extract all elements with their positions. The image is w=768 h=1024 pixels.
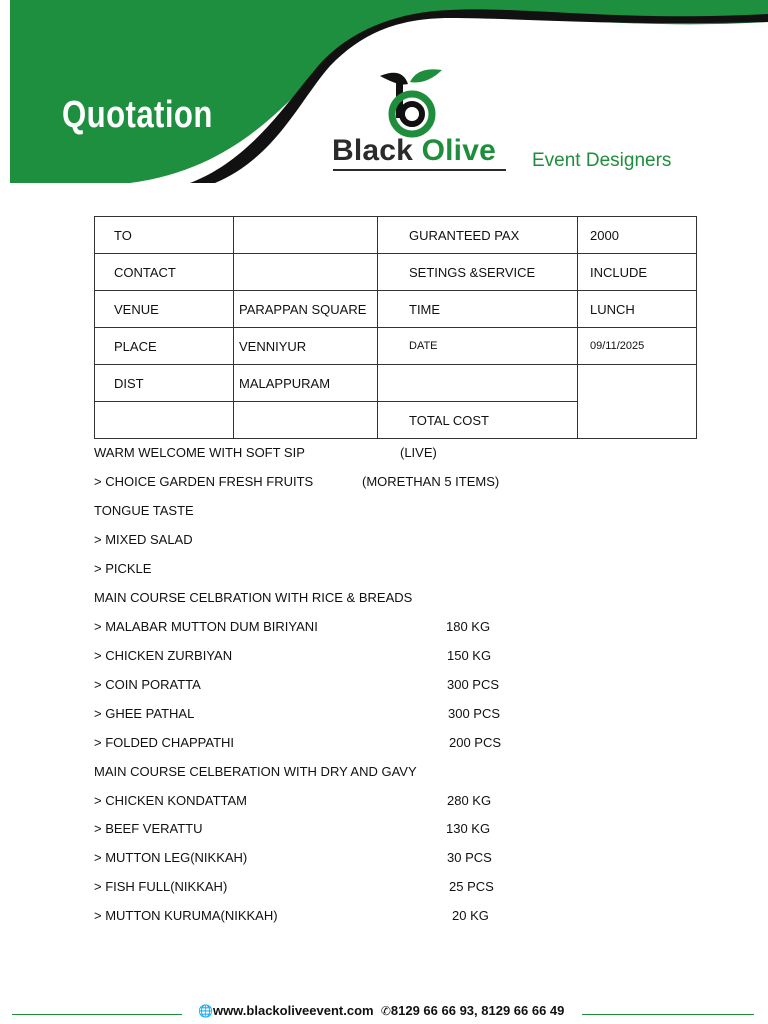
table-row [95,365,697,402]
item-qty: 25 PCS [449,879,494,894]
list-item: > GHEE PATHAL [94,706,195,721]
page-title: Quotation [62,94,213,136]
label-settings: SETINGS &SERVICE [378,254,578,291]
main-course-rice-heading: MAIN COURSE CELBRATION WITH RICE & BREADS [94,590,413,605]
table-row [95,217,697,254]
empty-cell [95,402,234,439]
item-qty: 300 PCS [447,677,500,692]
welcome-heading: WARM WELCOME WITH SOFT SIP [94,445,305,460]
welcome-live-label: (LIVE) [400,445,437,460]
olive-logo-icon [374,66,444,144]
list-item: > MIXED SALAD [94,532,193,547]
item-qty: 150 KG [447,648,492,663]
footer-divider-left [12,1014,182,1015]
label-time: TIME [378,291,578,328]
list-item: > MUTTON LEG(NIKKAH) [94,850,248,865]
label-pax: GURANTEED PAX [378,217,578,254]
item-qty: 180 KG [446,619,491,634]
globe-icon: 🌐 [198,1004,213,1018]
item-qty: 20 KG [452,908,489,923]
fruits-note: (MORETHAN 5 ITEMS) [362,474,500,489]
item-qty: 130 KG [446,821,491,836]
list-item: > MALABAR MUTTON DUM BIRIYANI [94,619,318,634]
quotation-info-table [94,216,697,439]
value-pax: 2000 [578,217,697,254]
label-total-cost: TOTAL COST [378,402,578,439]
label-date: DATE [378,328,578,365]
item-qty: 280 KG [447,793,492,808]
brand-tagline: Event Designers [532,150,672,171]
list-item: > FOLDED CHAPPATHI [94,735,235,750]
list-item: > COIN PORATTA [94,677,201,692]
item-qty: 300 PCS [448,706,501,721]
value-to [234,217,378,254]
label-to: TO [95,217,234,254]
value-date: 09/11/2025 [578,328,697,365]
footer-contact [198,1003,564,1018]
label-dist: DIST [95,365,234,402]
list-item: > PICKLE [94,561,152,576]
empty-cell [234,402,378,439]
website-link[interactable]: www.blackoliveevent.com [212,1003,374,1018]
label-contact: CONTACT [95,254,234,291]
brand-underline [333,169,506,171]
table-row [95,291,697,328]
main-course-dry-heading: MAIN COURSE CELBERATION WITH DRY AND GAVY [94,764,417,779]
item-qty: 30 PCS [447,850,492,865]
table-row [95,254,697,291]
value-venue: PARAPPAN SQUARE [234,291,378,328]
value-contact [234,254,378,291]
list-item: > FISH FULL(NIKKAH) [94,879,228,894]
tongue-taste-heading: TONGUE TASTE [94,503,194,518]
label-place: PLACE [95,328,234,365]
phone-numbers: 8129 66 66 93, 8129 66 66 49 [390,1003,565,1018]
table-row [95,328,697,365]
value-settings: INCLUDE [578,254,697,291]
value-total-cost [578,365,697,439]
list-item: > CHICKEN ZURBIYAN [94,648,233,663]
empty-cell [378,365,578,402]
list-item: > CHICKEN KONDATTAM [94,793,248,808]
brand-name-green: Olive [421,134,496,167]
label-venue: VENUE [95,291,234,328]
brand-name [332,134,496,168]
value-place: VENNIYUR [234,328,378,365]
footer-divider-right [582,1014,754,1015]
phone-icon: ✆ [380,1004,391,1018]
value-dist: MALAPPURAM [234,365,378,402]
list-item: > BEEF VERATTU [94,821,203,836]
value-time: LUNCH [578,291,697,328]
brand-name-black: Black [332,134,422,167]
list-item: > MUTTON KURUMA(NIKKAH) [94,908,278,923]
list-item: > CHOICE GARDEN FRESH FRUITS [94,474,314,489]
item-qty: 200 PCS [449,735,502,750]
